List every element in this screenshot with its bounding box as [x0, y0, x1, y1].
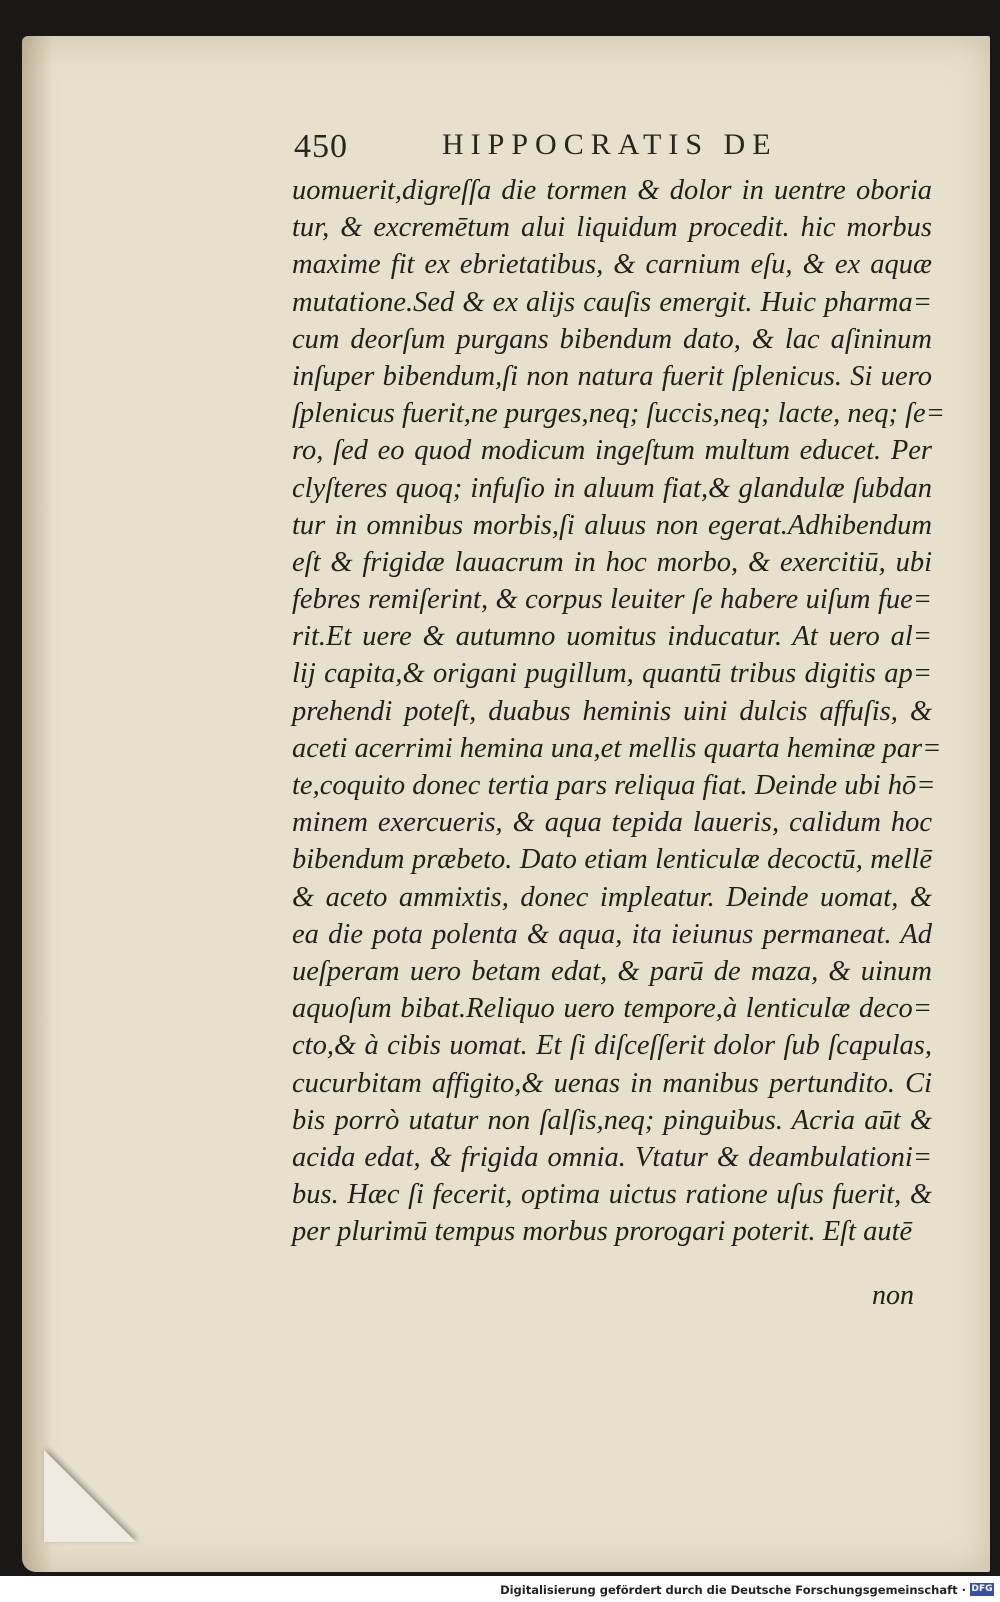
text-line: lij capita,& origani pugillum, quantū tribus digitis ap=	[292, 658, 932, 690]
text-line: clyſteres quoq; infuſio in aluum fiat,& glandulæ ſubdan	[292, 472, 932, 504]
text-line: aquoſum bibat.Reliquo uero tempore,à lenticulæ deco=	[292, 993, 932, 1025]
page-header	[294, 128, 854, 168]
catchword: non	[872, 1280, 914, 1311]
text-line: eſt & frigidæ lauacrum in hoc morbo, & exercitiū, ubi	[292, 546, 932, 578]
text-line: bis porrò utatur non ſalſis,neq; pinguibus. Acria aūt &	[292, 1104, 932, 1136]
text-line: ueſperam uero betam edat, & parū de maza, & uinum	[292, 955, 932, 987]
body-text	[292, 172, 945, 1250]
text-line: te,coquito donec tertia pars reliqua fiat. Deinde ubi hō=	[292, 770, 936, 801]
page-gutter-shadow	[22, 36, 52, 1572]
text-line: ea die pota polenta & aqua, ita ieiunus permaneat. Ad	[292, 918, 932, 950]
text-line: per plurimū tempus morbus prorogari poterit. Eſt autē	[292, 1216, 913, 1248]
text-line: febres remiſerint, & corpus leuiter ſe habere uiſum fue=	[292, 584, 932, 616]
text-line: bus. Hæc ſi fecerit, optima uictus ratione uſus fuerit, &	[292, 1179, 932, 1211]
running-head: HIPPOCRATIS DE	[442, 128, 778, 161]
text-line: tur in omnibus morbis,ſi aluus non egerat.Adhibendum	[292, 509, 932, 541]
text-line: prehendi poteſt, duabus heminis uini dulcis affuſis, &	[292, 695, 932, 727]
text-line: acida edat, & frigida omnia. Vtatur & deambulationi=	[292, 1141, 932, 1173]
text-line: uomuerit,digreſſa die tormen & dolor in uentre oboria	[292, 175, 932, 206]
text-line: maxime fit ex ebrietatibus, & carnium eſu, & ex aquæ	[292, 249, 932, 281]
funding-credit: Digitalisierung gefördert durch die Deutsche Forschungsgemeinschaft ·	[500, 1583, 966, 1597]
text-line: aceti acerrimi hemina una,et mellis quarta heminæ par=	[292, 732, 942, 764]
dfg-logo-icon: DFG	[971, 1584, 993, 1594]
text-line: rit.Et uere & autumno uomitus inducatur. At uero al=	[292, 621, 932, 653]
footer-bar	[0, 1576, 1000, 1602]
text-line: ſplenicus fuerit,ne purges,neq; ſuccis,neq; lacte, neq; ſe=	[292, 398, 945, 430]
text-line: ro, ſed eo quod modicum ingeſtum multum educet. Per	[292, 435, 932, 467]
text-line: cum deorſum purgans bibendum dato, & lac aſininum	[292, 323, 932, 355]
text-line: inſuper bibendum,ſi non natura fuerit ſplenicus. Si uero	[292, 360, 932, 392]
text-line: & aceto ammixtis, donec impleatur. Deinde uomat, &	[292, 881, 932, 913]
page-number: 450	[294, 128, 348, 165]
text-line: cucurbitam affigito,& uenas in manibus pertundito. Ci	[292, 1067, 932, 1099]
text-line: tur, & excremētum alui liquidum procedit. hic morbus	[292, 212, 932, 244]
folded-page-corner	[44, 1450, 136, 1542]
text-line: cto,& à cibis uomat. Et ſi diſceſſerit dolor ſub ſcapulas,	[292, 1030, 932, 1062]
text-line: minem exercueris, & aqua tepida laueris, calidum hoc	[292, 807, 932, 839]
text-line: mutatione.Sed & ex alijs cauſis emergit. Huic pharma=	[292, 286, 932, 318]
text-line: bibendum præbeto. Dato etiam lenticulæ decoctū, mellē	[292, 844, 932, 876]
